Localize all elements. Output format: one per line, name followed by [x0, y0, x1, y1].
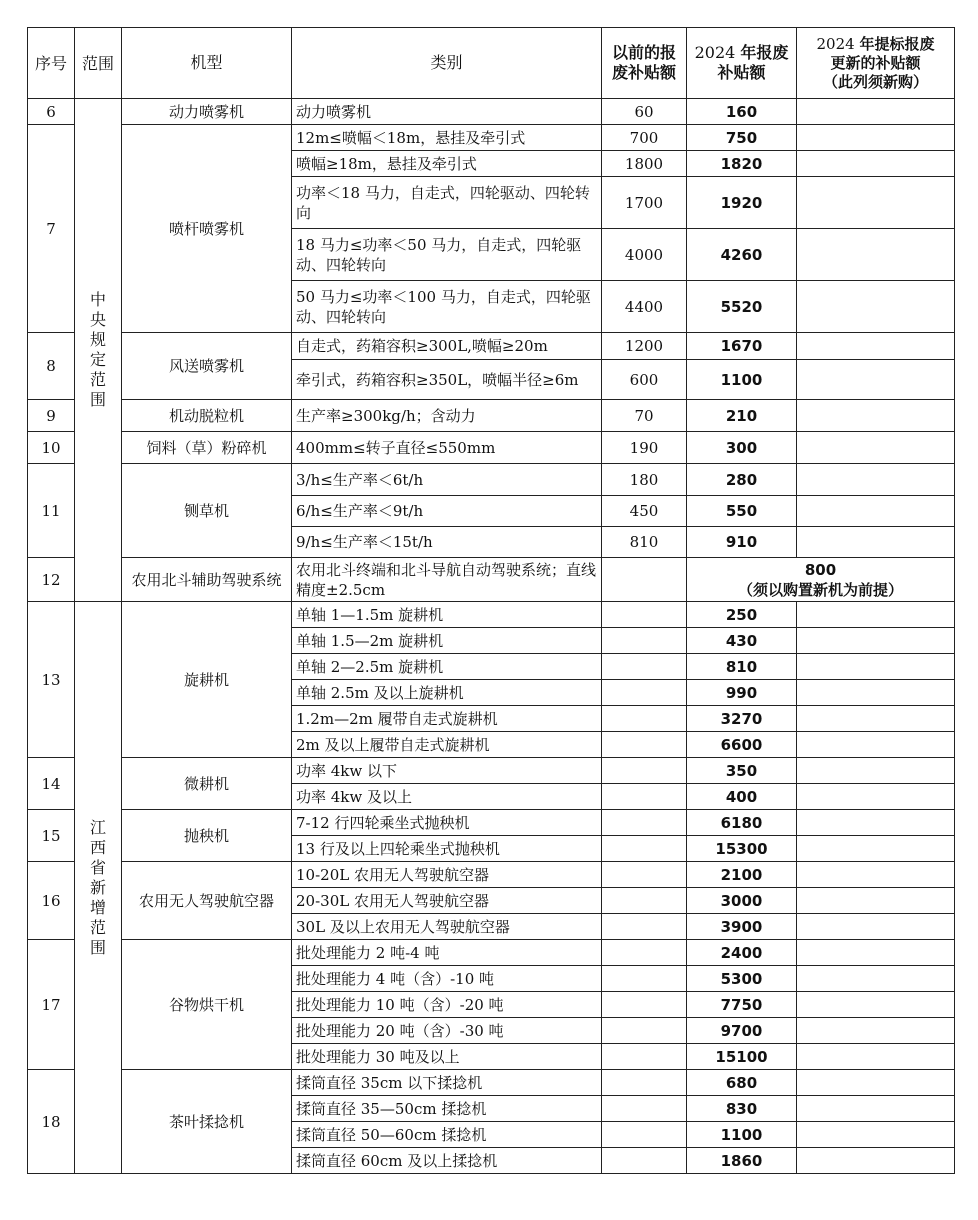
upgrade-subsidy-cell — [797, 862, 955, 888]
new-subsidy-cell: 430 — [687, 628, 797, 654]
old-subsidy-cell: 600 — [602, 360, 687, 400]
seq-cell: 18 — [28, 1070, 75, 1174]
category-cell: 批处理能力 10 吨（含）-20 吨 — [292, 992, 602, 1018]
category-cell: 自走式，药箱容积≥300L,喷幅≥20m — [292, 333, 602, 360]
new-subsidy-cell: 400 — [687, 784, 797, 810]
old-subsidy-cell: 450 — [602, 496, 687, 527]
new-subsidy-cell: 300 — [687, 432, 797, 464]
category-cell: 30L 及以上农用无人驾驶航空器 — [292, 914, 602, 940]
category-cell: 6/h≤生产率＜9t/h — [292, 496, 602, 527]
seq-cell: 14 — [28, 758, 75, 810]
upgrade-subsidy-cell — [797, 914, 955, 940]
old-subsidy-cell — [602, 1122, 687, 1148]
new-subsidy-cell: 6180 — [687, 810, 797, 836]
category-cell: 功率 4kw 及以上 — [292, 784, 602, 810]
category-cell: 喷幅≥18m，悬挂及牵引式 — [292, 151, 602, 177]
old-subsidy-cell — [602, 628, 687, 654]
upgrade-subsidy-cell — [797, 496, 955, 527]
merged-subsidy-note: （须以购置新机为前提） — [737, 580, 903, 599]
old-subsidy-cell: 180 — [602, 464, 687, 496]
category-cell: 动力喷雾机 — [292, 99, 602, 125]
old-subsidy-cell — [602, 706, 687, 732]
old-subsidy-cell — [602, 654, 687, 680]
old-subsidy-cell: 700 — [602, 125, 687, 151]
upgrade-subsidy-cell — [797, 1148, 955, 1174]
model-cell: 喷杆喷雾机 — [122, 125, 292, 333]
header-upgrade-year: 2024 — [816, 34, 855, 53]
new-subsidy-cell: 910 — [687, 527, 797, 558]
category-cell: 12m≤喷幅＜18m，悬挂及牵引式 — [292, 125, 602, 151]
upgrade-subsidy-cell — [797, 784, 955, 810]
header-model: 机型 — [122, 28, 292, 99]
header-seq: 序号 — [28, 28, 75, 99]
old-subsidy-cell — [602, 836, 687, 862]
new-subsidy-cell: 350 — [687, 758, 797, 784]
old-subsidy-cell — [602, 1148, 687, 1174]
category-cell: 1.2m—2m 履带自走式旋耕机 — [292, 706, 602, 732]
upgrade-subsidy-cell — [797, 810, 955, 836]
new-subsidy-cell: 1820 — [687, 151, 797, 177]
category-cell: 农用北斗终端和北斗导航自动驾驶系统；直线精度±2.5cm — [292, 558, 602, 602]
scope-label: 江西省新增范围 — [89, 817, 106, 957]
upgrade-subsidy-cell — [797, 125, 955, 151]
old-subsidy-cell — [602, 602, 687, 628]
upgrade-subsidy-cell — [797, 281, 955, 333]
upgrade-subsidy-cell — [797, 400, 955, 432]
old-subsidy-cell — [602, 940, 687, 966]
table-body — [28, 99, 955, 1174]
upgrade-subsidy-cell — [797, 229, 955, 281]
header-category: 类别 — [292, 28, 602, 99]
table-row — [28, 810, 955, 836]
new-subsidy-cell: 5520 — [687, 281, 797, 333]
upgrade-subsidy-cell — [797, 1096, 955, 1122]
new-subsidy-cell: 2100 — [687, 862, 797, 888]
header-row — [28, 28, 955, 99]
scope-cell — [75, 602, 122, 1174]
table-row — [28, 1070, 955, 1096]
new-subsidy-cell: 210 — [687, 400, 797, 432]
header-upgrade-line3: （此列须新购） — [822, 72, 928, 91]
category-cell: 单轴 1—1.5m 旋耕机 — [292, 602, 602, 628]
category-cell: 13 行及以上四轮乘坐式抛秧机 — [292, 836, 602, 862]
upgrade-subsidy-cell — [797, 732, 955, 758]
new-subsidy-cell: 160 — [687, 99, 797, 125]
old-subsidy-cell — [602, 888, 687, 914]
new-subsidy-cell: 1100 — [687, 1122, 797, 1148]
table-row — [28, 99, 955, 125]
old-subsidy-cell — [602, 784, 687, 810]
old-subsidy-cell: 4000 — [602, 229, 687, 281]
category-cell: 批处理能力 4 吨（含）-10 吨 — [292, 966, 602, 992]
upgrade-subsidy-cell — [797, 836, 955, 862]
upgrade-subsidy-cell — [797, 151, 955, 177]
new-subsidy-cell: 830 — [687, 1096, 797, 1122]
upgrade-subsidy-cell — [797, 940, 955, 966]
table-row — [28, 125, 955, 151]
upgrade-subsidy-cell — [797, 1122, 955, 1148]
upgrade-subsidy-cell — [797, 654, 955, 680]
old-subsidy-cell: 4400 — [602, 281, 687, 333]
header-upgrade-subsidy — [797, 28, 955, 99]
upgrade-subsidy-cell — [797, 333, 955, 360]
old-subsidy-cell — [602, 558, 687, 602]
new-subsidy-cell: 680 — [687, 1070, 797, 1096]
new-subsidy-cell: 2400 — [687, 940, 797, 966]
new-subsidy-cell: 3000 — [687, 888, 797, 914]
model-cell: 微耕机 — [122, 758, 292, 810]
upgrade-subsidy-cell — [797, 1018, 955, 1044]
category-cell: 揉筒直径 35—50cm 揉捻机 — [292, 1096, 602, 1122]
new-subsidy-cell: 550 — [687, 496, 797, 527]
seq-cell: 12 — [28, 558, 75, 602]
upgrade-subsidy-cell — [797, 758, 955, 784]
model-cell: 农用无人驾驶航空器 — [122, 862, 292, 940]
category-cell: 10-20L 农用无人驾驶航空器 — [292, 862, 602, 888]
upgrade-subsidy-cell — [797, 1070, 955, 1096]
new-subsidy-cell: 7750 — [687, 992, 797, 1018]
new-subsidy-cell: 3270 — [687, 706, 797, 732]
table-row — [28, 602, 955, 628]
category-cell: 3/h≤生产率＜6t/h — [292, 464, 602, 496]
category-cell: 18 马力≤功率＜50 马力，自走式，四轮驱动、四轮转向 — [292, 229, 602, 281]
new-subsidy-cell: 9700 — [687, 1018, 797, 1044]
old-subsidy-cell: 190 — [602, 432, 687, 464]
old-subsidy-cell: 60 — [602, 99, 687, 125]
upgrade-subsidy-cell — [797, 527, 955, 558]
upgrade-subsidy-cell — [797, 628, 955, 654]
upgrade-subsidy-cell — [797, 99, 955, 125]
upgrade-subsidy-cell — [797, 432, 955, 464]
model-cell: 动力喷雾机 — [122, 99, 292, 125]
model-cell: 饲料（草）粉碎机 — [122, 432, 292, 464]
old-subsidy-cell: 70 — [602, 400, 687, 432]
new-subsidy-cell: 15300 — [687, 836, 797, 862]
category-cell: 牵引式，药箱容积≥350L，喷幅半径≥6m — [292, 360, 602, 400]
header-new-subsidy — [687, 28, 797, 99]
table-row — [28, 464, 955, 496]
table-row — [28, 758, 955, 784]
old-subsidy-cell: 1700 — [602, 177, 687, 229]
seq-cell: 17 — [28, 940, 75, 1070]
table-row — [28, 862, 955, 888]
new-subsidy-cell: 15100 — [687, 1044, 797, 1070]
category-cell: 批处理能力 20 吨（含）-30 吨 — [292, 1018, 602, 1044]
category-cell: 2m 及以上履带自走式旋耕机 — [292, 732, 602, 758]
upgrade-subsidy-cell — [797, 360, 955, 400]
model-cell: 谷物烘干机 — [122, 940, 292, 1070]
old-subsidy-cell — [602, 1044, 687, 1070]
table-row — [28, 940, 955, 966]
merged-subsidy-value: 800 — [804, 560, 837, 579]
category-cell: 9/h≤生产率＜15t/h — [292, 527, 602, 558]
new-subsidy-cell: 1670 — [687, 333, 797, 360]
new-subsidy-cell: 3900 — [687, 914, 797, 940]
seq-cell: 15 — [28, 810, 75, 862]
header-old-subsidy: 以前的报废补贴额 — [602, 28, 687, 99]
table-row — [28, 432, 955, 464]
upgrade-subsidy-cell — [797, 1044, 955, 1070]
seq-cell: 8 — [28, 333, 75, 400]
new-subsidy-cell: 6600 — [687, 732, 797, 758]
seq-cell: 13 — [28, 602, 75, 758]
category-cell: 批处理能力 30 吨及以上 — [292, 1044, 602, 1070]
category-cell: 揉筒直径 60cm 及以上揉捻机 — [292, 1148, 602, 1174]
table-row — [28, 400, 955, 432]
model-cell: 茶叶揉捻机 — [122, 1070, 292, 1174]
header-upgrade-label: 年提标报废 — [859, 34, 935, 53]
model-cell: 风送喷雾机 — [122, 333, 292, 400]
category-cell: 功率＜18 马力，自走式，四轮驱动、四轮转向 — [292, 177, 602, 229]
old-subsidy-cell — [602, 732, 687, 758]
new-subsidy-cell: 250 — [687, 602, 797, 628]
category-cell: 生产率≥300kg/h；含动力 — [292, 400, 602, 432]
model-cell: 抛秧机 — [122, 810, 292, 862]
upgrade-subsidy-cell — [797, 706, 955, 732]
upgrade-subsidy-cell — [797, 177, 955, 229]
upgrade-subsidy-cell — [797, 992, 955, 1018]
model-cell: 旋耕机 — [122, 602, 292, 758]
old-subsidy-cell: 1800 — [602, 151, 687, 177]
seq-cell: 16 — [28, 862, 75, 940]
seq-cell: 9 — [28, 400, 75, 432]
header-upgrade-line2: 更新的补贴额 — [830, 53, 921, 72]
seq-cell: 6 — [28, 99, 75, 125]
model-cell: 机动脱粒机 — [122, 400, 292, 432]
category-cell: 单轴 2—2.5m 旋耕机 — [292, 654, 602, 680]
old-subsidy-cell — [602, 1070, 687, 1096]
old-subsidy-cell — [602, 992, 687, 1018]
old-subsidy-cell — [602, 966, 687, 992]
new-subsidy-cell: 990 — [687, 680, 797, 706]
new-subsidy-cell: 280 — [687, 464, 797, 496]
seq-cell: 7 — [28, 125, 75, 333]
upgrade-subsidy-cell — [797, 602, 955, 628]
new-subsidy-cell: 1920 — [687, 177, 797, 229]
subsidy-table — [27, 27, 955, 1174]
category-cell: 揉筒直径 35cm 以下揉捻机 — [292, 1070, 602, 1096]
new-subsidy-cell: 810 — [687, 654, 797, 680]
category-cell: 7-12 行四轮乘坐式抛秧机 — [292, 810, 602, 836]
upgrade-subsidy-cell — [797, 464, 955, 496]
header-scope: 范围 — [75, 28, 122, 99]
new-subsidy-cell: 5300 — [687, 966, 797, 992]
model-cell: 铡草机 — [122, 464, 292, 558]
scope-cell — [75, 99, 122, 602]
scope-label: 中央规定范围 — [89, 290, 106, 409]
seq-cell: 10 — [28, 432, 75, 464]
new-subsidy-cell: 1860 — [687, 1148, 797, 1174]
new-subsidy-cell: 750 — [687, 125, 797, 151]
category-cell: 400mm≤转子直径≤550mm — [292, 432, 602, 464]
old-subsidy-cell — [602, 862, 687, 888]
category-cell: 批处理能力 2 吨-4 吨 — [292, 940, 602, 966]
old-subsidy-cell — [602, 1096, 687, 1122]
merged-subsidy-cell — [687, 558, 955, 602]
category-cell: 50 马力≤功率＜100 马力，自走式，四轮驱动、四轮转向 — [292, 281, 602, 333]
category-cell: 单轴 2.5m 及以上旋耕机 — [292, 680, 602, 706]
category-cell: 单轴 1.5—2m 旋耕机 — [292, 628, 602, 654]
upgrade-subsidy-cell — [797, 966, 955, 992]
table-row — [28, 333, 955, 360]
category-cell: 功率 4kw 以下 — [292, 758, 602, 784]
old-subsidy-cell — [602, 680, 687, 706]
category-cell: 20-30L 农用无人驾驶航空器 — [292, 888, 602, 914]
old-subsidy-cell — [602, 914, 687, 940]
old-subsidy-cell — [602, 1018, 687, 1044]
old-subsidy-cell: 1200 — [602, 333, 687, 360]
header-new-year: 2024 — [694, 43, 736, 62]
upgrade-subsidy-cell — [797, 888, 955, 914]
old-subsidy-cell — [602, 810, 687, 836]
header-new-label: 年报废补贴额 — [717, 43, 789, 82]
table-row — [28, 558, 955, 602]
old-subsidy-cell — [602, 758, 687, 784]
category-cell: 揉筒直径 50—60cm 揉捻机 — [292, 1122, 602, 1148]
model-cell: 农用北斗辅助驾驶系统 — [122, 558, 292, 602]
new-subsidy-cell: 1100 — [687, 360, 797, 400]
new-subsidy-cell: 4260 — [687, 229, 797, 281]
upgrade-subsidy-cell — [797, 680, 955, 706]
seq-cell: 11 — [28, 464, 75, 558]
old-subsidy-cell: 810 — [602, 527, 687, 558]
